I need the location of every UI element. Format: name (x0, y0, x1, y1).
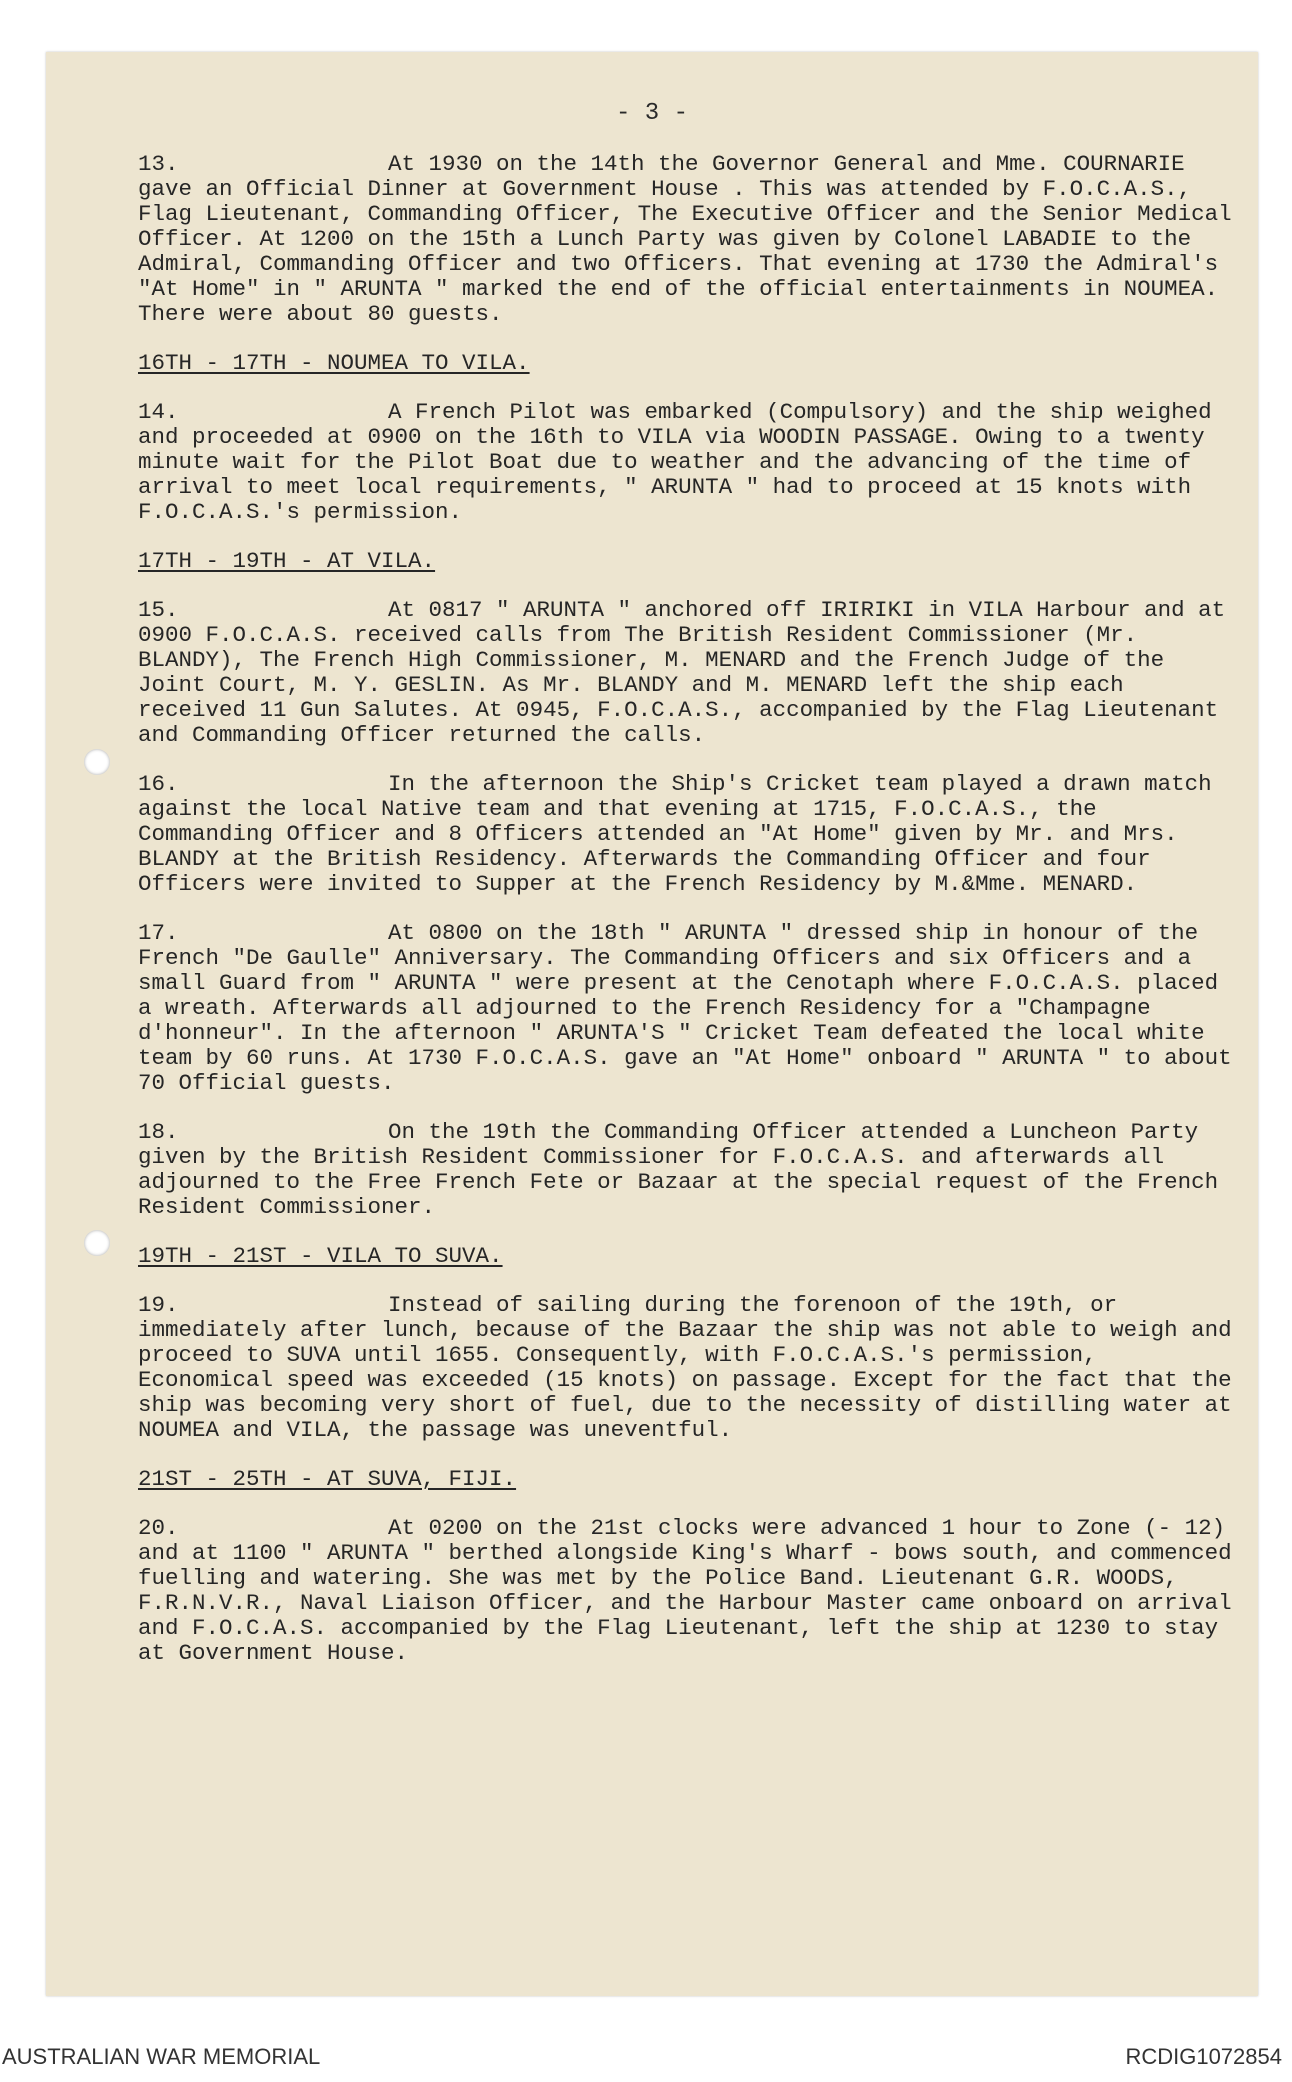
paragraph-text: At 0817 " ARUNTA " anchored off IRIRIKI in VILA Harbour and at 0900 F.O.C.A.S. received calls from The British Resident Commissioner (Mr. BLANDY), The French High Commissioner, M. MENARD and the French Judge of the Joint Court, M. Y. GESLIN. As Mr. BLANDY and M. MENARD left the ship each received 11 Gun Salutes. At 0945, F.O.C.A.S., accompanied by the Flag Lieutenant and Commanding Officer returned the calls. (138, 597, 1226, 748)
archive-reference: RCDIG1072854 (1125, 2044, 1282, 2069)
paragraph-19 (138, 1293, 1238, 1443)
paragraph-20 (138, 1516, 1238, 1666)
page-number: - 3 - (615, 100, 688, 127)
paragraph-number: 19. (138, 1292, 179, 1318)
paragraph-text: At 0200 on the 21st clocks were advanced 1 hour to Zone (- 12) and at 1100 " ARUNTA " berthed alongside King's Wharf - bows south, and commenced fuelling and watering. She was met by the Police Band. Lieutenant G.R. WOODS, F.R.N.V.R., Naval Liaison Officer, and the Harbour Master came onboard on arrival and F.O.C.A.S. accompanied by the Flag Lieutenant, left the ship at 1230 to stay at Government House. (138, 1515, 1232, 1666)
paragraph-15 (138, 598, 1238, 748)
paragraph-text: Instead of sailing during the forenoon of the 19th, or immediately after lunch, because of the Bazaar the ship was not able to weigh and proceed to SUVA until 1655. Consequently, with F.O.C.A.S.'s permission, Economical speed was exceeded (15 knots) on passage. Except for the fact that the ship was becoming very short of fuel, due to the necessity of distilling water at NOUMEA and VILA, the passage was uneventful. (138, 1292, 1232, 1443)
paragraph-number: 20. (138, 1515, 179, 1541)
paragraph-text: A French Pilot was embarked (Compulsory) and the ship weighed and proceeded at 0900 on the 16th to VILA via WOODIN PASSAGE. Owing to a twenty minute wait for the Pilot Boat due to weather and the advancing of the time of arrival to meet local requirements, " ARUNTA " had to proceed at 15 knots with F.O.C.A.S.'s permission. (138, 399, 1212, 525)
punch-hole (84, 749, 110, 775)
paragraph-number: 17. (138, 920, 179, 946)
section-heading: 21ST - 25TH - AT SUVA, FIJI. (138, 1466, 517, 1492)
paragraph-text: At 0800 on the 18th " ARUNTA " dressed ship in honour of the French "De Gaulle" Anniversary. The Commanding Officers and six Officers and a small Guard from " ARUNTA " were present at the Cenotaph where F.O.C.A.S. placed a wreath. Afterwards all adjourned to the French Residency for a "Champagne d'honneur". In the afternoon " ARUNTA'S " Cricket Team defeated the local white team by 60 runs. At 1730 F.O.C.A.S. gave an "At Home" onboard " ARUNTA " to about 70 Official guests. (138, 920, 1232, 1096)
section-heading: 16TH - 17TH - NOUMEA TO VILA. (138, 350, 530, 376)
paragraph-number: 16. (138, 771, 179, 797)
report-body (138, 152, 1238, 1690)
paragraph-number: 18. (138, 1119, 179, 1145)
paragraph-number: 14. (138, 399, 179, 425)
paragraph-number: 13. (138, 151, 179, 177)
paragraph-text: On the 19th the Commanding Officer attended a Luncheon Party given by the British Resident Commissioner for F.O.C.A.S. and afterwards all adjourned to the Free French Fete or Bazaar at the special request of the French Resident Commissioner. (138, 1119, 1219, 1220)
paragraph-text: In the afternoon the Ship's Cricket team played a drawn match against the local Native team and that evening at 1715, F.O.C.A.S., the Commanding Officer and 8 Officers attended an "At Home" given by Mr. and Mrs. BLANDY at the British Residency. Afterwards the Commanding Officer and four Officers were invited to Supper at the French Residency by M.&Mme. MENARD. (138, 771, 1212, 897)
document-page (46, 52, 1258, 1996)
archive-credit: AUSTRALIAN WAR MEMORIAL (2, 2044, 321, 2069)
punch-hole (84, 1230, 110, 1256)
paragraph-text: At 1930 on the 14th the Governor General and Mme. COURNARIE gave an Official Dinner at Government House . This was attended by F.O.C.A.S., Flag Lieutenant, Commanding Officer, The Executive Officer and the Senior Medical Officer. At 1200 on the 15th a Lunch Party was given by Colonel LABADIE to the Admiral, Commanding Officer and two Officers. That evening at 1730 the Admiral's "At Home" in " ARUNTA " marked the end of the official entertainments in NOUMEA. There were about 80 guests. (138, 151, 1232, 327)
paragraph-18 (138, 1120, 1238, 1220)
section-heading: 19TH - 21ST - VILA TO SUVA. (138, 1243, 503, 1269)
paragraph-16 (138, 772, 1238, 897)
paragraph-13 (138, 152, 1238, 327)
paragraph-14 (138, 400, 1238, 525)
paragraph-number: 15. (138, 597, 179, 623)
section-heading: 17TH - 19TH - AT VILA. (138, 548, 436, 574)
paragraph-17 (138, 921, 1238, 1096)
